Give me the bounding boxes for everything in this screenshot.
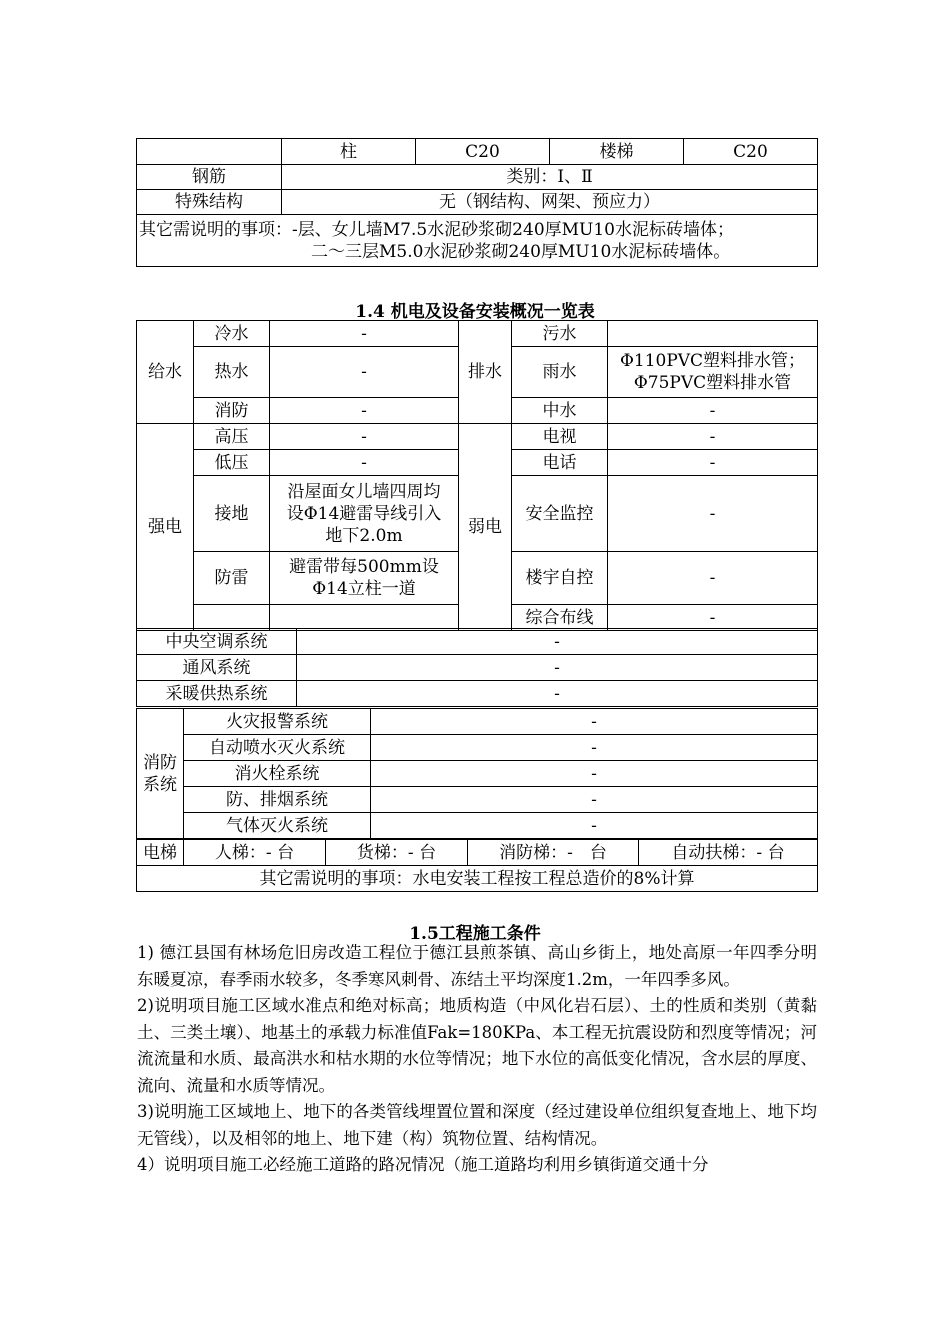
fire-elevator: 消防梯：- 台 [468, 840, 639, 866]
lightning-value-line-1: 避雷带每500mm设 [289, 557, 439, 577]
ventilation-value: - [297, 655, 818, 681]
notes-line-1: 其它需说明的事项：-层、女儿墙M7.5水泥砂浆砌240厚MU10水泥标砖墙体； [139, 219, 734, 240]
paragraph-4: 4）说明项目施工必经施工道路的路况情况（施工道路均利用乡镇街道交通十分 [137, 1155, 709, 1174]
phone-value: - [608, 450, 818, 476]
water-supply-label: 给水 [137, 321, 194, 424]
sewage-value [608, 321, 818, 347]
hvac-table [136, 628, 818, 707]
structure-notes [137, 215, 818, 267]
cold-water-value: - [270, 321, 459, 347]
mep-notes: 其它需说明的事项：水电安装工程按工程总造价的8%计算 [137, 866, 818, 892]
blank-cell [137, 139, 282, 165]
blank-cell [270, 605, 459, 631]
paragraph-1: 1) 德江县国有林场危旧房改造工程位于德江县煎茶镇、高山乡街上，地处高原一年四季分明东暖夏凉，春季雨水较多，冬季寒风刺骨、冻结土平均深度1.2m，一年四季多风。 [137, 943, 817, 989]
structure-table [136, 138, 818, 267]
reclaimed-water-label: 中水 [512, 398, 608, 424]
weak-current-label: 弱电 [459, 424, 512, 631]
rainwater-value-line-1: Φ110PVC塑料排水管； [619, 351, 806, 371]
strong-current-label: 强电 [137, 424, 194, 631]
grounding-value-line-2: 设Φ14避雷导线引入 [286, 503, 442, 524]
section-title-1-4: 1.4 机电及设备安装概况一览表 [355, 302, 595, 322]
building-automation-value: - [608, 552, 818, 605]
heating-label: 采暖供热系统 [137, 681, 297, 707]
sewage-label: 污水 [512, 321, 608, 347]
phone-label: 电话 [512, 450, 608, 476]
tv-value: - [608, 424, 818, 450]
low-voltage-value: - [270, 450, 459, 476]
lightning-label: 防雷 [194, 552, 270, 605]
drainage-label: 排水 [459, 321, 512, 424]
cabling-label: 综合布线 [512, 605, 608, 631]
lightning-value [270, 552, 459, 605]
passenger-elevator: 人梯：- 台 [184, 840, 326, 866]
conditions-text [137, 940, 817, 1179]
reclaimed-water-value: - [608, 398, 818, 424]
cold-water-label: 冷水 [194, 321, 270, 347]
smoke-exhaust-label: 防、排烟系统 [184, 787, 371, 813]
elevator-label: 电梯 [137, 840, 184, 866]
mep-table [136, 320, 818, 631]
rainwater-value [608, 347, 818, 398]
high-voltage-value: - [270, 424, 459, 450]
fire-alarm-value: - [371, 709, 818, 735]
notes-line-2: 二～三层M5.0水泥砂浆砌240厚MU10水泥标砖墙体。 [311, 241, 731, 262]
grounding-value-line-1: 沿屋面女儿墙四周均 [287, 481, 441, 502]
hot-water-value: - [270, 347, 459, 398]
rebar-label: 钢筋 [137, 165, 282, 190]
tv-label: 电视 [512, 424, 608, 450]
special-structure-label: 特殊结构 [137, 190, 282, 215]
grounding-value [270, 476, 459, 552]
grounding-value-line-3: 地下2.0m [325, 525, 403, 546]
security-monitor-value: - [608, 476, 818, 552]
central-ac-label: 中央空调系统 [137, 629, 297, 655]
rebar-value: 类别：Ⅰ、Ⅱ [282, 165, 818, 190]
fire-alarm-label: 火灾报警系统 [184, 709, 371, 735]
fire-system-label-line-1: 消防 [143, 752, 177, 773]
stair-grade: C20 [684, 139, 818, 165]
hot-water-label: 热水 [194, 347, 270, 398]
central-ac-value: - [297, 629, 818, 655]
paragraph-2: 2)说明项目施工区域水准点和绝对标高；地质构造（中风化岩石层）、土的性质和类别（黄黏土、三类土壤）、地基土的承载力标准值Fak=180KPa、本工程无抗震设防和烈度等情况；河流流量和水质、最高洪水和枯水期的水位等情况；地下水位的高低变化情况，含水层的厚度、流向、流量和水质等情况。 [137, 996, 817, 1095]
column-label: 柱 [282, 139, 416, 165]
rainwater-label: 雨水 [512, 347, 608, 398]
gas-suppression-label: 气体灭火系统 [184, 813, 371, 839]
escalator: 自动扶梯：- 台 [639, 840, 818, 866]
cabling-value: - [608, 605, 818, 631]
paragraph-3: 3)说明施工区域地上、地下的各类管线埋置位置和深度（经过建设单位组织复查地上、地下均无管线），以及相邻的地上、地下建（构）筑物位置、结构情况。 [137, 1102, 817, 1148]
low-voltage-label: 低压 [194, 450, 270, 476]
building-automation-label: 楼宇自控 [512, 552, 608, 605]
smoke-exhaust-value: - [371, 787, 818, 813]
fire-system-label [137, 709, 184, 839]
special-structure-value: 无（钢结构、网架、预应力） [282, 190, 818, 215]
column-grade: C20 [416, 139, 550, 165]
elevator-table [136, 839, 818, 892]
freight-elevator: 货梯：- 台 [326, 840, 468, 866]
grounding-label: 接地 [194, 476, 270, 552]
sprinkler-label: 自动喷水灭火系统 [184, 735, 371, 761]
sprinkler-value: - [371, 735, 818, 761]
fire-system-label-line-2: 系统 [143, 774, 177, 795]
gas-suppression-value: - [371, 813, 818, 839]
ventilation-label: 通风系统 [137, 655, 297, 681]
section-title-1-5: 1.5工程施工条件 [409, 924, 541, 944]
fire-system-table [136, 708, 818, 839]
stair-label: 楼梯 [550, 139, 684, 165]
fire-water-value: - [270, 398, 459, 424]
hydrant-label: 消火栓系统 [184, 761, 371, 787]
lightning-value-line-2: Φ14立柱一道 [312, 579, 416, 599]
rainwater-value-line-2: Φ75PVC塑料排水管 [633, 373, 792, 393]
fire-water-label: 消防 [194, 398, 270, 424]
blank-cell [194, 605, 270, 631]
heating-value: - [297, 681, 818, 707]
security-monitor-label: 安全监控 [512, 476, 608, 552]
hydrant-value: - [371, 761, 818, 787]
high-voltage-label: 高压 [194, 424, 270, 450]
